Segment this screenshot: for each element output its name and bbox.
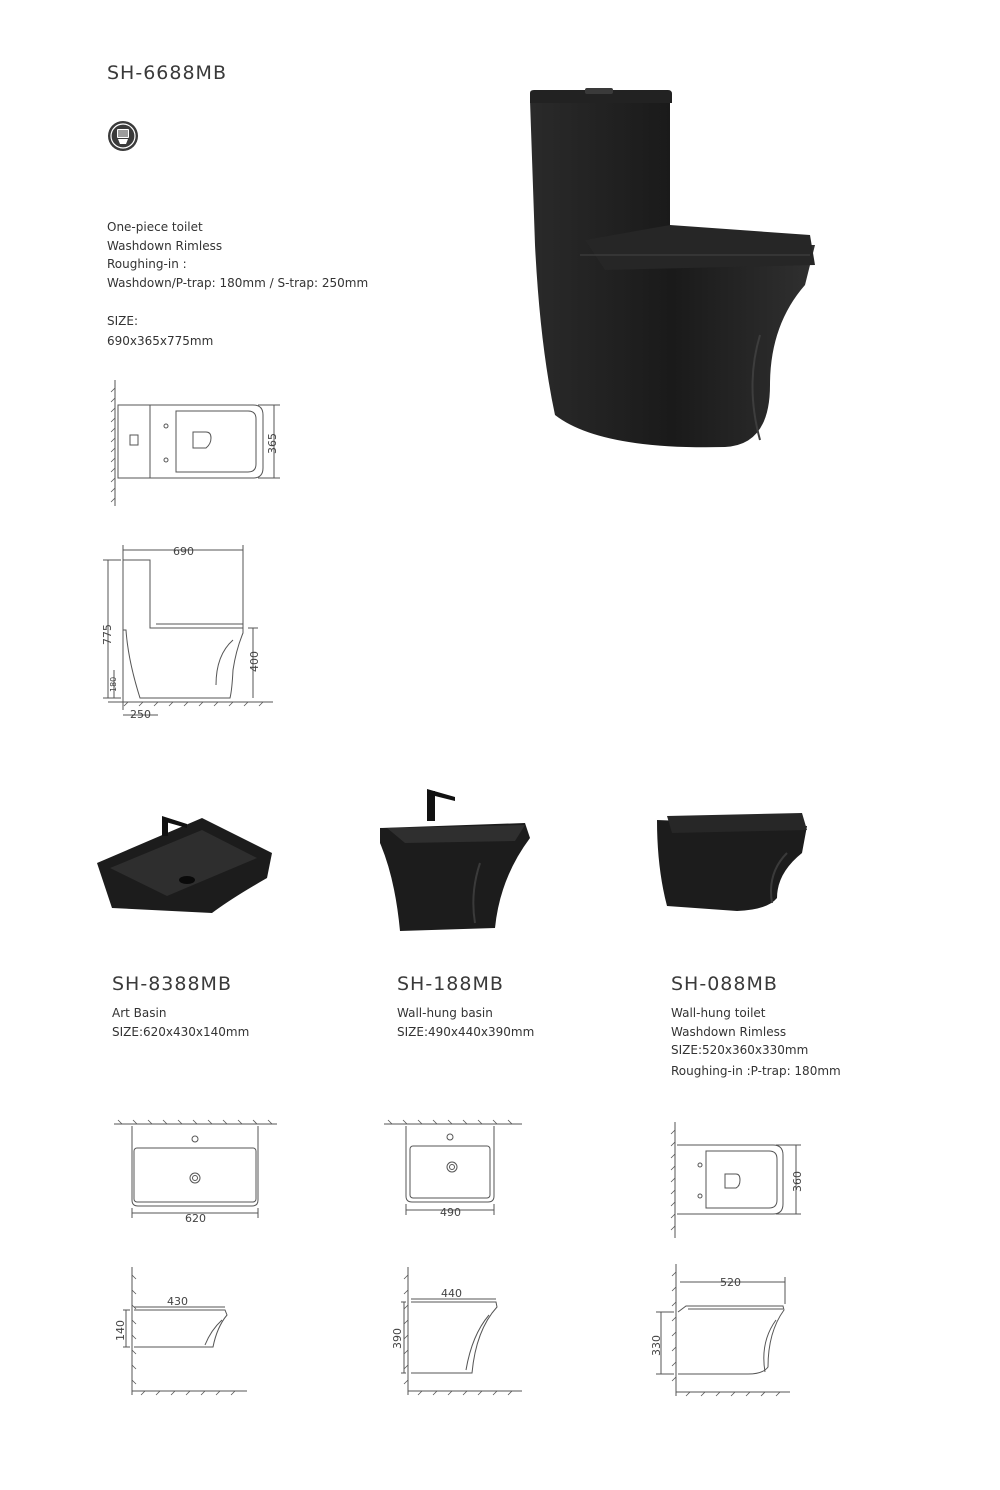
toilet-top-view-drawing	[108, 378, 288, 508]
dim-label-height: 330	[650, 1335, 663, 1356]
dim-label-depth: 430	[167, 1295, 188, 1308]
dim-label-length: 520	[720, 1276, 741, 1289]
wall-hung-basin-top-view-drawing	[382, 1118, 527, 1218]
product-spec-list	[112, 1004, 249, 1041]
dim-label-height: 775	[101, 624, 114, 645]
main-spec-list	[107, 218, 368, 292]
art-basin-image	[92, 808, 277, 923]
art-basin-side-view-drawing	[105, 1265, 255, 1400]
spec-line: Wall-hung toilet	[671, 1006, 766, 1020]
dim-label-height: 390	[391, 1328, 404, 1349]
product-model-title: SH-8388MB	[112, 973, 232, 995]
product-model-title: SH-6688MB	[107, 62, 227, 84]
product-spec-list	[397, 1004, 534, 1041]
wall-hung-toilet-top-view-drawing	[668, 1120, 813, 1240]
spec-line: Washdown/P-trap: 180mm / S-trap: 250mm	[107, 275, 369, 290]
dim-label-depth: 440	[441, 1287, 462, 1300]
product-model-title: SH-088MB	[671, 973, 778, 995]
dim-label-width: 620	[185, 1212, 206, 1225]
size-value: 690x365x775mm	[107, 334, 214, 348]
spec-line: SIZE:490x440x390mm	[397, 1024, 535, 1039]
dim-label-height: 140	[114, 1320, 127, 1341]
spec-line: Wall-hung basin	[397, 1006, 493, 1020]
product-spec-list	[671, 1004, 841, 1080]
dim-label-strap: 250	[130, 708, 151, 721]
dim-label-width: 360	[791, 1171, 804, 1192]
dim-label-length: 690	[173, 545, 194, 558]
spec-line: Roughing-in :	[107, 257, 187, 271]
size-label: SIZE:	[107, 314, 139, 328]
spec-line: SIZE:520x360x330mm	[671, 1043, 809, 1057]
spec-line: One-piece toilet	[107, 220, 203, 234]
wall-hung-basin-side-view-drawing	[384, 1265, 529, 1400]
spec-line: Washdown Rimless	[671, 1024, 787, 1039]
dim-label-width: 365	[266, 433, 279, 454]
rimless-flush-icon	[107, 120, 139, 152]
product-model-title: SH-188MB	[397, 973, 504, 995]
art-basin-top-view-drawing	[112, 1118, 282, 1230]
wall-hung-toilet-image	[652, 808, 812, 918]
dim-label-width: 490	[440, 1206, 461, 1219]
spec-line: Roughing-in :P-trap: 180mm	[671, 1063, 841, 1078]
spec-line: Art Basin	[112, 1006, 167, 1020]
one-piece-toilet-image	[520, 85, 820, 455]
wall-hung-toilet-side-view-drawing	[648, 1262, 798, 1402]
wall-hung-basin-image	[375, 783, 540, 933]
dim-label-seat-height: 400	[248, 651, 261, 672]
spec-line: SIZE:620x430x140mm	[112, 1024, 250, 1039]
dim-label-ptrap: 180	[109, 676, 118, 692]
spec-line: Washdown Rimless	[107, 238, 223, 253]
toilet-side-view-drawing	[98, 540, 278, 725]
